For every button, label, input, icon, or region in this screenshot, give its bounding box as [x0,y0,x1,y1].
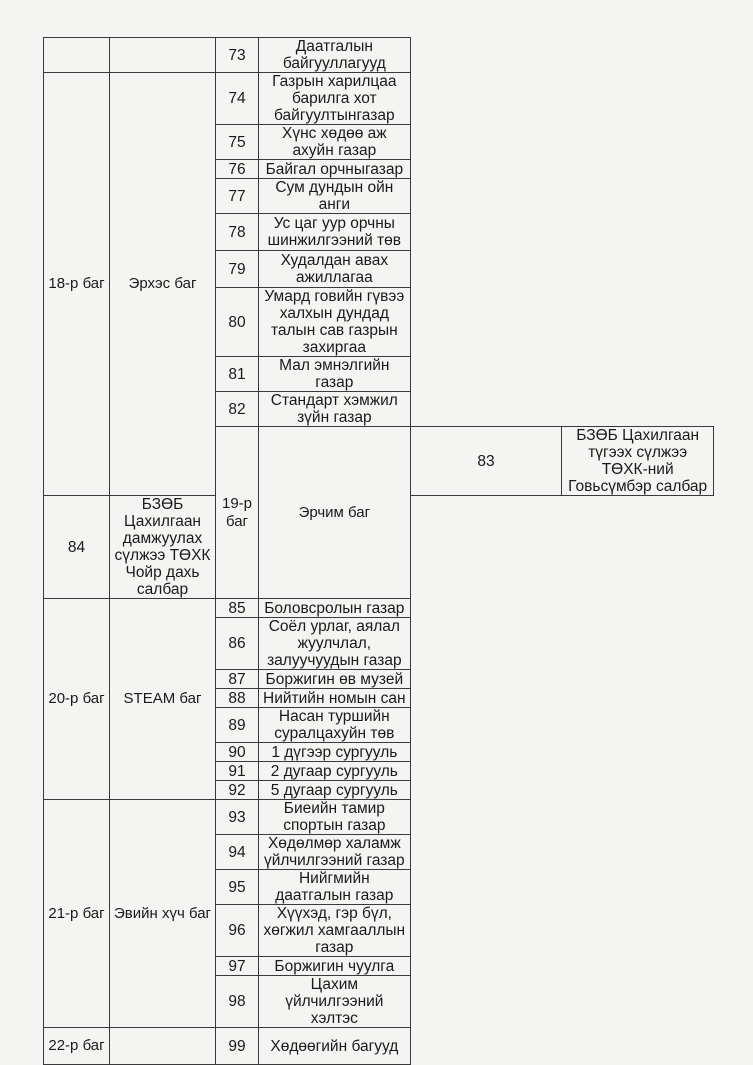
row-number: 76 [216,160,259,179]
org-name: 2 дугаар сургууль [259,762,411,781]
row-number: 78 [216,214,259,251]
row-number: 86 [216,618,259,670]
row-number: 77 [216,179,259,214]
org-name: Хүүхэд, гэр бүл, хөгжил хамгааллын газар [259,905,411,957]
table-row [44,599,714,618]
org-name: БЗӨБ Цахилгаан дамжуулах сүлжээ ТӨХК Чойр дахь салбар [110,496,216,599]
row-number: 99 [216,1028,259,1065]
org-name: 1 дүгээр сургууль [259,743,411,762]
row-number: 79 [216,251,259,288]
row-number: 93 [216,800,259,835]
row-number: 89 [216,708,259,743]
org-name: Стандарт хэмжил зүйн газар [259,392,411,427]
table-row [44,73,714,125]
org-name: Нийгмийн даатгалын газар [259,870,411,905]
org-name: Хөдөөгийн багууд [259,1028,411,1065]
row-number: 73 [216,38,259,73]
org-name: Хүнс хөдөө аж ахуйн газар [259,125,411,160]
row-number: 83 [410,427,562,496]
bag-cell [110,1028,216,1065]
team-cell: 20-р баг [44,599,110,800]
row-number: 87 [216,670,259,689]
row-number: 75 [216,125,259,160]
bag-cell: Эрчим баг [259,427,411,599]
org-name: Ус цаг уур орчны шинжилгээний төв [259,214,411,251]
row-number: 84 [44,496,110,599]
team-cell: 18-р баг [44,73,110,496]
row-number: 95 [216,870,259,905]
org-name: Насан туршийн суралцахуйн төв [259,708,411,743]
team-cell: 22-р баг [44,1028,110,1065]
teams-table [43,37,714,1065]
row-number: 94 [216,835,259,870]
org-name: Даатгалын байгууллагууд [259,38,411,73]
row-number: 82 [216,392,259,427]
org-name: Мал эмнэлгийн газар [259,357,411,392]
bag-cell: STEAM баг [110,599,216,800]
org-name: Хөдөлмөр халамж үйлчилгээний газар [259,835,411,870]
row-number: 88 [216,689,259,708]
bag-cell [110,38,216,73]
table-row [44,1028,714,1065]
org-name: Умард говийн гүвээ халхын дундад талын сав газрын захиргаа [259,288,411,357]
org-name: Газрын харилцаа барилга хот байгуултынгазар [259,73,411,125]
row-number: 85 [216,599,259,618]
table-row [44,38,714,73]
row-number: 81 [216,357,259,392]
row-number: 96 [216,905,259,957]
org-name: Боржигин чуулга [259,957,411,976]
row-number: 92 [216,781,259,800]
org-name: Боржигин өв музей [259,670,411,689]
row-number: 97 [216,957,259,976]
team-cell: 19-р баг [216,427,259,599]
org-name: Байгал орчныгазар [259,160,411,179]
row-number: 91 [216,762,259,781]
org-name: Цахим үйлчилгээний хэлтэс [259,976,411,1028]
team-cell: 21-р баг [44,800,110,1028]
org-name: Соёл урлаг, аялал жуулчлал, залуучуудын газар [259,618,411,670]
row-number: 98 [216,976,259,1028]
org-name: Биеийн тамир спортын газар [259,800,411,835]
row-number: 90 [216,743,259,762]
org-name: Худалдан авах ажиллагаа [259,251,411,288]
org-name: Боловсролын газар [259,599,411,618]
org-name: 5 дугаар сургууль [259,781,411,800]
row-number: 74 [216,73,259,125]
team-cell [44,38,110,73]
org-name: Нийтийн номын сан [259,689,411,708]
row-number: 80 [216,288,259,357]
org-name: БЗӨБ Цахилгаан түгээх сүлжээ ТӨХК-ний Говьсүмбэр салбар [562,427,714,496]
org-name: Сум дундын ойн анги [259,179,411,214]
bag-cell: Эрхэс баг [110,73,216,496]
table-row [44,800,714,835]
bag-cell: Эвийн хүч баг [110,800,216,1028]
